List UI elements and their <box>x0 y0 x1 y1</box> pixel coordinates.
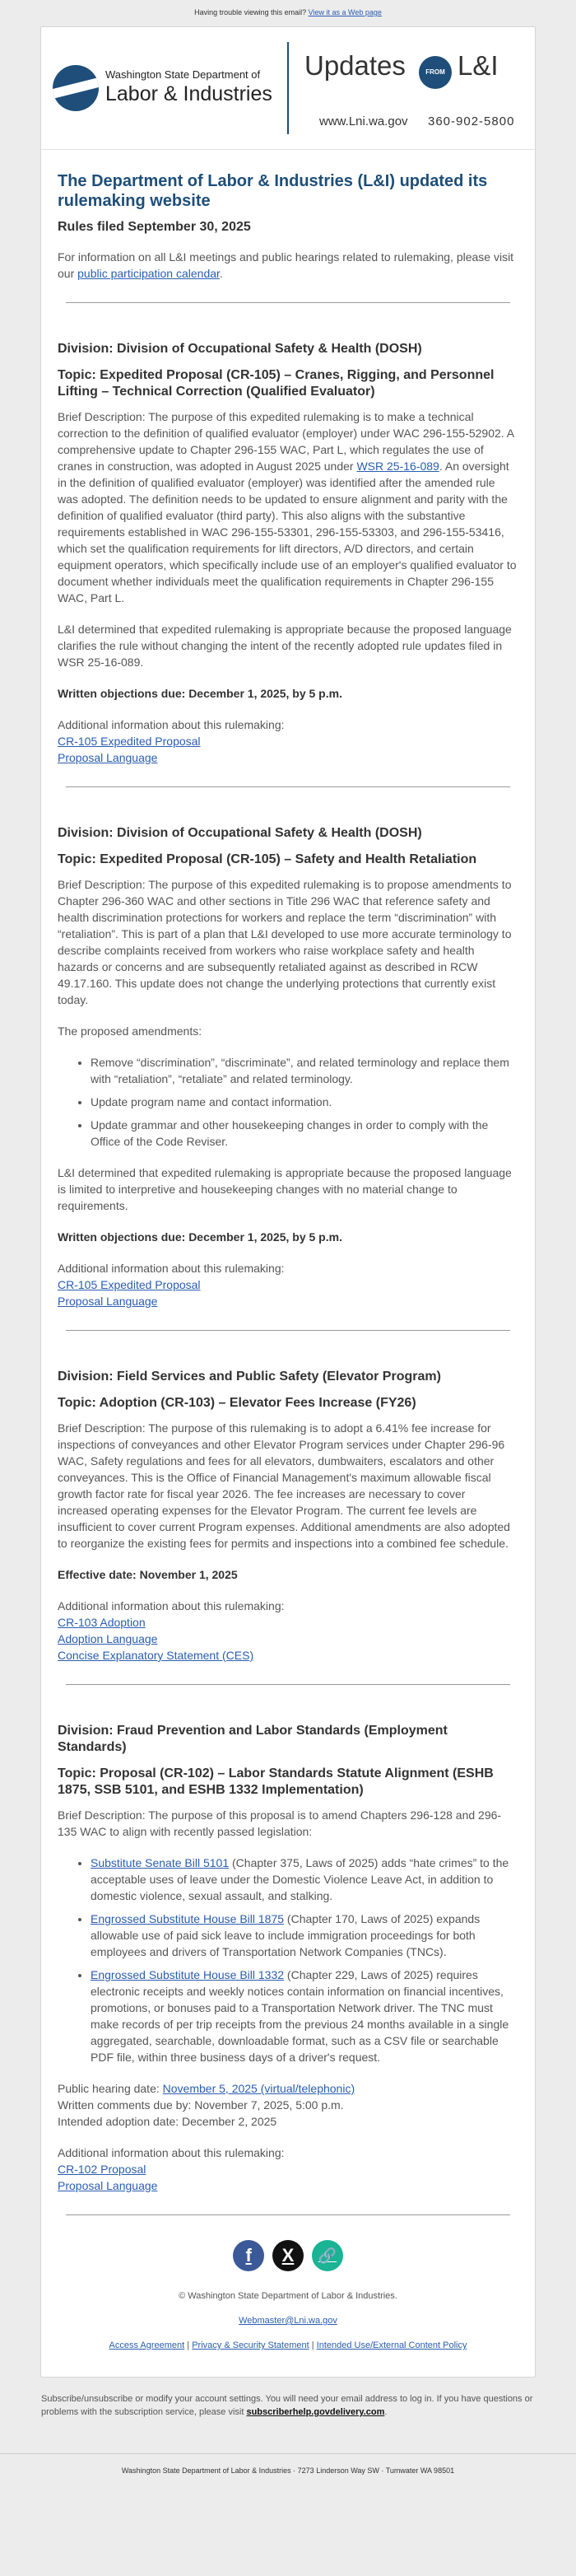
topic-heading: Topic: Adoption (CR-103) – Elevator Fees Increase (FY26) <box>58 1396 416 1410</box>
cr103-adoption-link[interactable]: CR-103 Adoption <box>58 1616 146 1629</box>
page-title: The Department of Labor & Industries (L&I) updated its rulemaking website <box>58 172 488 210</box>
social-links <box>58 2235 518 2289</box>
hearing-label: Public hearing date: <box>58 2082 160 2095</box>
brief-description <box>58 408 518 606</box>
list-item: • Update program name and contact information. <box>91 1094 518 1110</box>
section-labor-standards <box>58 1723 518 2194</box>
webmaster-line <box>58 2314 518 2327</box>
division-heading: Division: Fraud Prevention and Labor Standards (Employment Standards) <box>58 1724 448 1754</box>
topic-heading: Topic: Expedited Proposal (CR-105) – Cranes, Rigging, and Personnel Lifting – Technical Correction (Qualified Evaluator) <box>58 368 495 399</box>
additional-label: Additional information about this rulemaking: <box>58 1599 285 1612</box>
subscription-text: Subscribe/unsubscribe or modify your account settings. You will need your email address to log in. If you have questions or problems with the subscription service, please visit <box>41 2394 533 2417</box>
bill-description: (Chapter 170, Laws of 2025) expands allowable use of paid sick leave to include immigration proceedings for both employees and drivers of Transportation Network Companies (TNCs). <box>91 1912 481 1958</box>
webmaster-email-link[interactable]: Webmaster@Lni.wa.gov <box>239 2316 337 2326</box>
rulemaking-links <box>58 2161 518 2194</box>
link-divider: | <box>187 2340 190 2350</box>
brief-description: Brief Description: The purpose of this rulemaking is to adopt a 6.41% fee increase for inspections of conveyances and other Elevator Program services under Chapter 296-96 WAC, Safety regulations and fees for all elevators, dumbwaiters, escalators and other conveyances. This is the Office of Financial Management's maximum allowable fiscal growth factor rate for fiscal year 2026. The fee increases are necessary to cover increased operating expenses for the Elevator Program. The current fee levels are insufficient to cover current Program expenses. Additional amendments are also adopted to reorganize the existing fees for permits and inspections into a combined fee schedule. <box>58 1421 510 1550</box>
web-page-link[interactable]: View it as a Web page <box>308 8 382 16</box>
section-divider <box>66 2214 510 2215</box>
proposal-language-link[interactable]: Proposal Language <box>58 751 158 764</box>
proposed-amendments-label: The proposed amendments: <box>58 1024 202 1038</box>
legislation-list <box>58 1855 518 2065</box>
additional-label: Additional information about this rulemaking: <box>58 2146 285 2159</box>
subscription-info <box>41 2392 535 2419</box>
policy-links <box>58 2339 518 2352</box>
hearing-info <box>58 2080 518 2097</box>
rulemaking-links <box>58 1276 518 1309</box>
section-divider <box>66 786 510 787</box>
rulemaking-links <box>58 733 518 766</box>
privacy-link[interactable]: Privacy & Security Statement <box>192 2340 309 2350</box>
adoption-language-link[interactable]: Adoption Language <box>58 1632 158 1645</box>
agency-name-small: Washington State Department of <box>105 68 261 81</box>
x-icon[interactable]: X <box>272 2240 304 2271</box>
comments-due: Written comments due by: November 7, 2025, 5:00 p.m. <box>58 2098 344 2112</box>
division-heading: Division: Field Services and Public Safety (Elevator Program) <box>58 1370 441 1384</box>
bill-description: (Chapter 375, Laws of 2025) adds “hate crimes” to the acceptable uses of leave under the Domestic Violence Leave Act, in addition to domestic violence, sexual assault, and stalking. <box>91 1856 509 1902</box>
effective-date: Effective date: November 1, 2025 <box>58 1568 238 1581</box>
additional-label: Additional information about this rulemaking: <box>58 1262 285 1275</box>
intro-text: For information on all L&I meetings and public hearings related to rulemaking, please visit our <box>58 250 514 280</box>
phone-text: 360-902-5800 <box>428 114 515 128</box>
header-divider <box>287 42 289 134</box>
topic-heading: Topic: Proposal (CR-102) – Labor Standards Statute Alignment (ESHB 1875, SSB 5101, and ESHB 1332 Implementation) <box>58 1766 494 1797</box>
eshb-1875-link[interactable]: Engrossed Substitute House Bill 1875 <box>91 1912 285 1925</box>
eshb-1332-link[interactable]: Engrossed Substitute House Bill 1332 <box>91 1968 285 1981</box>
section-retaliation <box>58 825 518 1309</box>
additional-label: Additional information about this rulemaking: <box>58 718 285 731</box>
email-card <box>40 26 536 2378</box>
intro-paragraph <box>58 249 518 282</box>
copyright-text: © Washington State Department of Labor & Industries. <box>179 2291 397 2301</box>
updates-title: Updates <box>304 50 406 81</box>
section-elevator <box>58 1369 518 1664</box>
brief-text-b: . An oversight in the definition of qualified evaluator (employer) was identified after the amended rule was adopted. The definition needs to be updated to ensure alignment and parity with the definition of qualified evaluator (third party). This also aligns with the substantive requirements established in WAC 296-155-53301, 296-155-53303, and 296-155-53416, which set the qualification requirements for lift directors, A/D directors, and certain equipment operators, which specifically include use of an employer's qualified evaluator to document whether individuals meet the qualification requirements in Chapter 296-155 WAC, Part L. <box>58 460 517 604</box>
bill-description: (Chapter 229, Laws of 2025) requires electronic receipts and weekly notices contain information on financial incentives, promotions, or bonuses paid to a Transportation Network driver. The TNC must make records of per trip receipts from the previous 24 months available in a single aggregated, searchable, downloadable format, such as a CSV file or searchable PDF file, within three business days of a driver's request. <box>91 1968 509 2064</box>
list-item: • Update grammar and other housekeeping changes in order to comply with the Office of the Code Reviser. <box>91 1117 518 1150</box>
subscription-end: . <box>384 2407 388 2417</box>
email-footer <box>58 2289 518 2377</box>
determination-text: L&I determined that expedited rulemaking is appropriate because the proposed language is limited to interpretive and housekeeping changes with no material change to requirements. <box>58 1166 512 1212</box>
division-heading: Division: Division of Occupational Safety & Health (DOSH) <box>58 342 422 356</box>
section-divider <box>66 1684 510 1685</box>
subscriber-help-link[interactable]: subscriberhelp.govdelivery.com <box>246 2407 385 2417</box>
rulemaking-links <box>58 1614 518 1664</box>
brief-description: Brief Description: The purpose of this expedited rulemaking is to propose amendments to Chapter 296-360 WAC and other sections in Title 296 WAC that reference safety and health discrimination protections for workers and replace the term “discrimination” with “retaliation”. This is part of a plan that L&I developed to use more accurate terminology to describe complaints received from workers who raise workplace safety and health hazards or concerns and are subsequently retaliated against as described in RCW 49.17.160. This update does not change the underlying protections that currently exist today. <box>58 878 512 1006</box>
email-content <box>41 150 535 2377</box>
wsr-link[interactable]: WSR 25-16-089 <box>356 460 439 473</box>
from-badge: FROM <box>419 56 452 89</box>
section-divider <box>66 302 510 303</box>
brief-text-a: Brief Description: The purpose of this expedited rulemaking is to make a technical correction to the definition of qualified evaluator (employer) under WAC 296-155-52902. A comprehensive update to Chapter 296-155 WAC, Part L, which regulates the use of cranes in construction, was adopted in August 2025 under <box>58 410 514 473</box>
address-bar: Washington State Department of Labor & Industries · 7273 Linderson Way SW · Tumwater WA 98501 <box>0 2453 576 2487</box>
lni-logo-icon <box>53 65 99 111</box>
determination-text: L&I determined that expedited rulemaking is appropriate because the proposed language clarifies the rule without changing the intent of the recently adopted rule updates filed in WSR 25-16-089. <box>58 623 512 669</box>
calendar-link[interactable]: public participation calendar <box>77 267 220 280</box>
ssb-5101-link[interactable]: Substitute Senate Bill 5101 <box>91 1856 230 1869</box>
agency-name-big: Labor & Industries <box>105 82 272 105</box>
topic-heading: Topic: Expedited Proposal (CR-105) – Safety and Health Retaliation <box>58 852 477 866</box>
web-version-bar <box>0 0 576 26</box>
rules-filed: Rules filed September 30, 2025 <box>58 220 251 234</box>
intro-end: . <box>219 267 223 280</box>
facebook-icon[interactable]: f <box>233 2240 264 2271</box>
proposal-language-link[interactable]: Proposal Language <box>58 1295 158 1308</box>
ces-link[interactable]: Concise Explanatory Statement (CES) <box>58 1649 254 1662</box>
objections-due: Written objections due: December 1, 2025, by 5 p.m. <box>58 687 342 700</box>
cr102-proposal-link[interactable]: CR-102 Proposal <box>58 2163 146 2176</box>
amendments-list <box>58 1054 518 1150</box>
trouble-text: Having trouble viewing this email? <box>194 8 307 16</box>
access-agreement-link[interactable]: Access Agreement <box>109 2340 185 2350</box>
list-item <box>91 1855 518 1904</box>
lni-title: L&I <box>458 50 499 81</box>
cr105-proposal-link[interactable]: CR-105 Expedited Proposal <box>58 735 201 748</box>
website-text: www.Lni.wa.gov <box>319 114 408 128</box>
objections-due: Written objections due: December 1, 2025, by 5 p.m. <box>58 1230 342 1244</box>
proposal-language-link[interactable]: Proposal Language <box>58 2179 158 2192</box>
list-item <box>91 1911 518 1960</box>
email-header <box>41 27 535 150</box>
adoption-date: Intended adoption date: December 2, 2025 <box>58 2115 277 2128</box>
hearing-date-link[interactable]: November 5, 2025 (virtual/telephonic) <box>162 2082 355 2095</box>
section-divider <box>66 1330 510 1331</box>
list-item: • Remove “discrimination”, “discriminate”, and related terminology and replace them with “retaliation”, “retaliate” and related terminology. <box>91 1054 518 1087</box>
link-icon[interactable]: 🔗 <box>312 2240 343 2271</box>
list-item <box>91 1967 518 2065</box>
section-cranes <box>58 341 518 766</box>
cr105-proposal-link[interactable]: CR-105 Expedited Proposal <box>58 1278 201 1291</box>
link-divider: | <box>311 2340 314 2350</box>
lni-logo <box>51 62 314 119</box>
division-heading: Division: Division of Occupational Safety & Health (DOSH) <box>58 826 422 840</box>
brief-description: Brief Description: The purpose of this proposal is to amend Chapters 296-128 and 296-135 WAC to align with recently passed legislation: <box>58 1808 502 1838</box>
intended-use-link[interactable]: Intended Use/External Content Policy <box>316 2340 467 2350</box>
